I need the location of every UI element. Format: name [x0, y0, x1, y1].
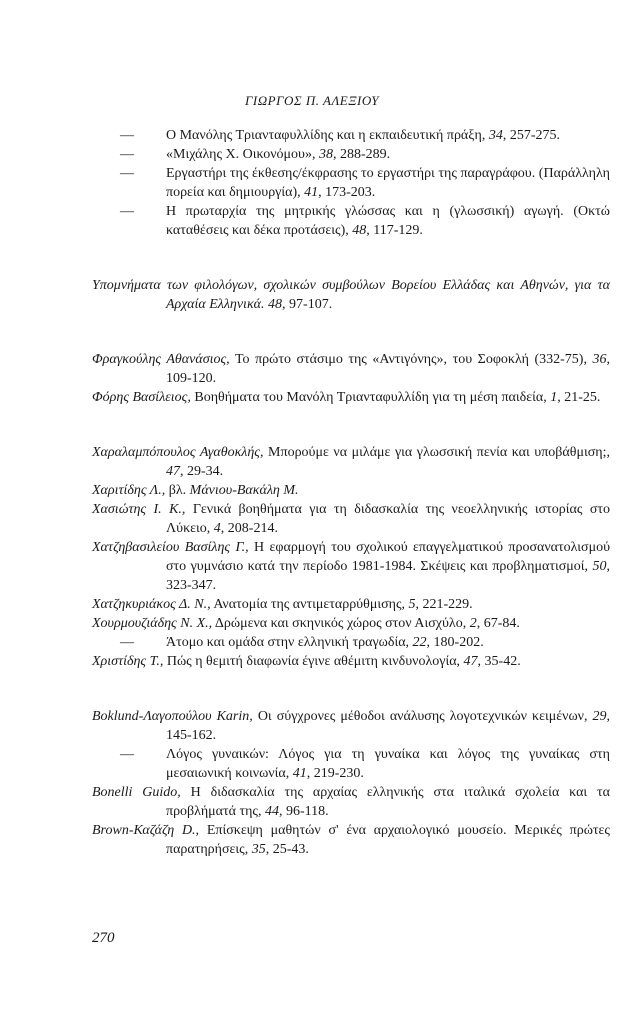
- entry-cross-reference: Μάνιου-Βακάλη Μ.: [189, 483, 299, 498]
- entry-pages: , 221-229.: [415, 597, 473, 612]
- list-item: [92, 443, 610, 481]
- issue-number: 48: [352, 223, 367, 238]
- entry-title: Επίσκεψη μαθητών σ' ένα αρχαιολογικό μουσείο. Μερικές πρώτες παρατηρήσεις,: [166, 823, 610, 857]
- issue-number: 35: [251, 842, 266, 857]
- issue-number: 47: [166, 464, 180, 479]
- issue-number: 48: [268, 297, 283, 312]
- list-item: [92, 595, 610, 614]
- list-item: [92, 500, 610, 538]
- entry-pages: , 323-347.: [166, 559, 611, 593]
- list-item: [92, 783, 610, 821]
- list-item: [92, 538, 610, 595]
- entry-author: Χαριτίδης Λ.,: [92, 483, 166, 498]
- issue-number: 22: [412, 635, 427, 650]
- running-header: ΓΙΩΡΓΟΣ Π. ΑΛΕΞΙΟΥ: [245, 93, 379, 108]
- issue-number: 2: [469, 616, 477, 631]
- entry-title: Οι σύγχρονες μέθοδοι ανάλυσης λογοτεχνικών κειμένων,: [257, 709, 588, 724]
- entry-title: «Μιχάλης Χ. Οικονόμου»,: [166, 147, 316, 162]
- list-item: [92, 164, 610, 202]
- issue-number: 36: [592, 352, 607, 367]
- dash: —: [120, 635, 134, 650]
- entry-pages: , 97-107.: [282, 297, 333, 312]
- entry-title: Ανατομία της αντιμεταρρύθμισης,: [213, 597, 406, 612]
- dash: —: [120, 747, 134, 762]
- list-item: [92, 276, 610, 314]
- dash: —: [120, 204, 134, 219]
- entry-pages: , 173-203.: [318, 185, 376, 200]
- entry-group-alexiou: [92, 126, 610, 240]
- entry-title: Η πρωταρχία της μητρικής γλώσσας και η (γλωσσική) αγωγή. (Οκτώ καταθέσεις και δέκα προτάσεις),: [166, 204, 610, 238]
- issue-number: 29: [592, 709, 607, 724]
- entry-author: Bonelli Guido,: [92, 785, 181, 800]
- entry-title: Η διδασκαλία της αρχαίας ελληνικής στα ιταλικά σχολεία και τα προβλήματά της,: [166, 785, 610, 819]
- entry-title: Εργαστήρι της έκθεσης/έκφρασης το εργαστήρι της παραγράφου. (Παράλληλη πορεία και δημιουργία),: [166, 166, 610, 200]
- list-item: [92, 745, 610, 783]
- dash: —: [120, 128, 134, 143]
- issue-number: 41: [292, 766, 307, 781]
- entry-author: Χασιώτης Ι. Κ.,: [92, 502, 186, 517]
- dash: —: [120, 166, 134, 181]
- entry-pages: , 219-230.: [306, 766, 364, 781]
- entry-pages: , 208-214.: [220, 521, 278, 536]
- issue-number: 5: [408, 597, 416, 612]
- issue-number: 41: [304, 185, 319, 200]
- issue-number: 50: [592, 559, 607, 574]
- entry-author: Χαραλαμπόπουλος Αγαθοκλής,: [92, 445, 264, 460]
- list-item: [92, 202, 610, 240]
- dash: —: [120, 147, 134, 162]
- issue-number: 4: [213, 521, 221, 536]
- list-item: [92, 481, 610, 500]
- issue-number: 34: [488, 128, 503, 143]
- entry-author: Φραγκούλης Αθανάσιος,: [92, 352, 230, 367]
- list-item: [92, 388, 610, 407]
- entry-pages: , 35-42.: [477, 654, 521, 669]
- list-item: [92, 821, 610, 859]
- entry-title: Πώς η θεμιτή διαφωνία έγινε αθέμιτη κινδυνολογία,: [166, 654, 461, 669]
- list-item: [92, 614, 610, 633]
- entry-author: Χριστίδης Τ.,: [92, 654, 164, 669]
- entry-pages: , 145-162.: [166, 709, 611, 743]
- entry-author: Φόρης Βασίλειος,: [92, 390, 191, 405]
- list-item: [92, 145, 610, 164]
- entry-pages: , 67-84.: [476, 616, 520, 631]
- entry-author: Boklund-Λαγοπούλου Karin,: [92, 709, 253, 724]
- entry-pages: , 180-202.: [426, 635, 484, 650]
- entry-author: Χατζηκυριάκος Δ. Ν.,: [92, 597, 211, 612]
- entry-author: Χουρμουζιάδης Ν. Χ.,: [92, 616, 213, 631]
- entry-pages: , 109-120.: [166, 352, 610, 386]
- entry-title: Ο Μανόλης Τριανταφυλλίδης και η εκπαιδευτική πράξη,: [166, 128, 486, 143]
- entry-title: Μπορούμε να μιλάμε για γλωσσική πενία και υποβάθμιση;,: [268, 445, 610, 460]
- entry-title: Γενικά βοηθήματα για τη διδασκαλία της νεοελληνικής ιστορίας στο Λύκειο,: [166, 502, 610, 536]
- issue-number: 44: [264, 804, 279, 819]
- entry-title: Λόγος γυναικών: Λόγος για τη γυναίκα και λόγος της γυναίκας στη μεσαιωνική κοινωνία,: [166, 747, 610, 781]
- list-item: [92, 350, 610, 388]
- entry-author: Χατζηβασιλείου Βασίλης Γ.,: [92, 540, 249, 555]
- entry-pages: , 96-118.: [278, 804, 329, 819]
- entry-author: Brown-Καζάζη D.,: [92, 823, 200, 838]
- entry-title: Το πρώτο στάσιμο της «Αντιγόνης», του Σοφοκλή (332-75),: [234, 352, 587, 367]
- entry-pages: , 21-25.: [557, 390, 601, 405]
- issue-number: 38: [319, 147, 333, 162]
- list-item: [92, 707, 610, 745]
- issue-number: 47: [463, 654, 478, 669]
- list-item: [92, 652, 610, 671]
- entry-title: Η εφαρμογή του σχολικού επαγγελματικού προσανατολισμού στο γυμνάσιο κατά την περίοδο 1981-1984. Σκέψεις και προβληματισμοί,: [166, 540, 611, 574]
- entry-author: Υπομνήματα των φιλολόγων, σχολικών συμβούλων Βορείου Ελλάδας και Αθηνών, για τα Αρχαία Ελληνικά.: [92, 278, 610, 312]
- entry-title: Άτομο και ομάδα στην ελληνική τραγωδία,: [166, 635, 410, 650]
- entry-title: Βοηθήματα του Μανόλη Τριανταφυλλίδη για τη μέση παιδεία,: [194, 390, 547, 405]
- list-item: [92, 633, 610, 652]
- entry-title: Δρώμενα και σκηνικός χώρος στον Αισχύλο,: [214, 616, 467, 631]
- issue-number: 1: [550, 390, 558, 405]
- bibliography: [92, 126, 610, 859]
- page-number: 270: [92, 930, 115, 946]
- entry-pages: , 257-275.: [502, 128, 561, 143]
- entry-pages: , 117-129.: [366, 223, 423, 238]
- list-item: [92, 126, 610, 145]
- entry-pages: , 29-34.: [180, 464, 224, 479]
- entry-pages: , 25-43.: [265, 842, 309, 857]
- entry-see-also: βλ.: [168, 483, 187, 498]
- entry-pages: , 288-289.: [333, 147, 391, 162]
